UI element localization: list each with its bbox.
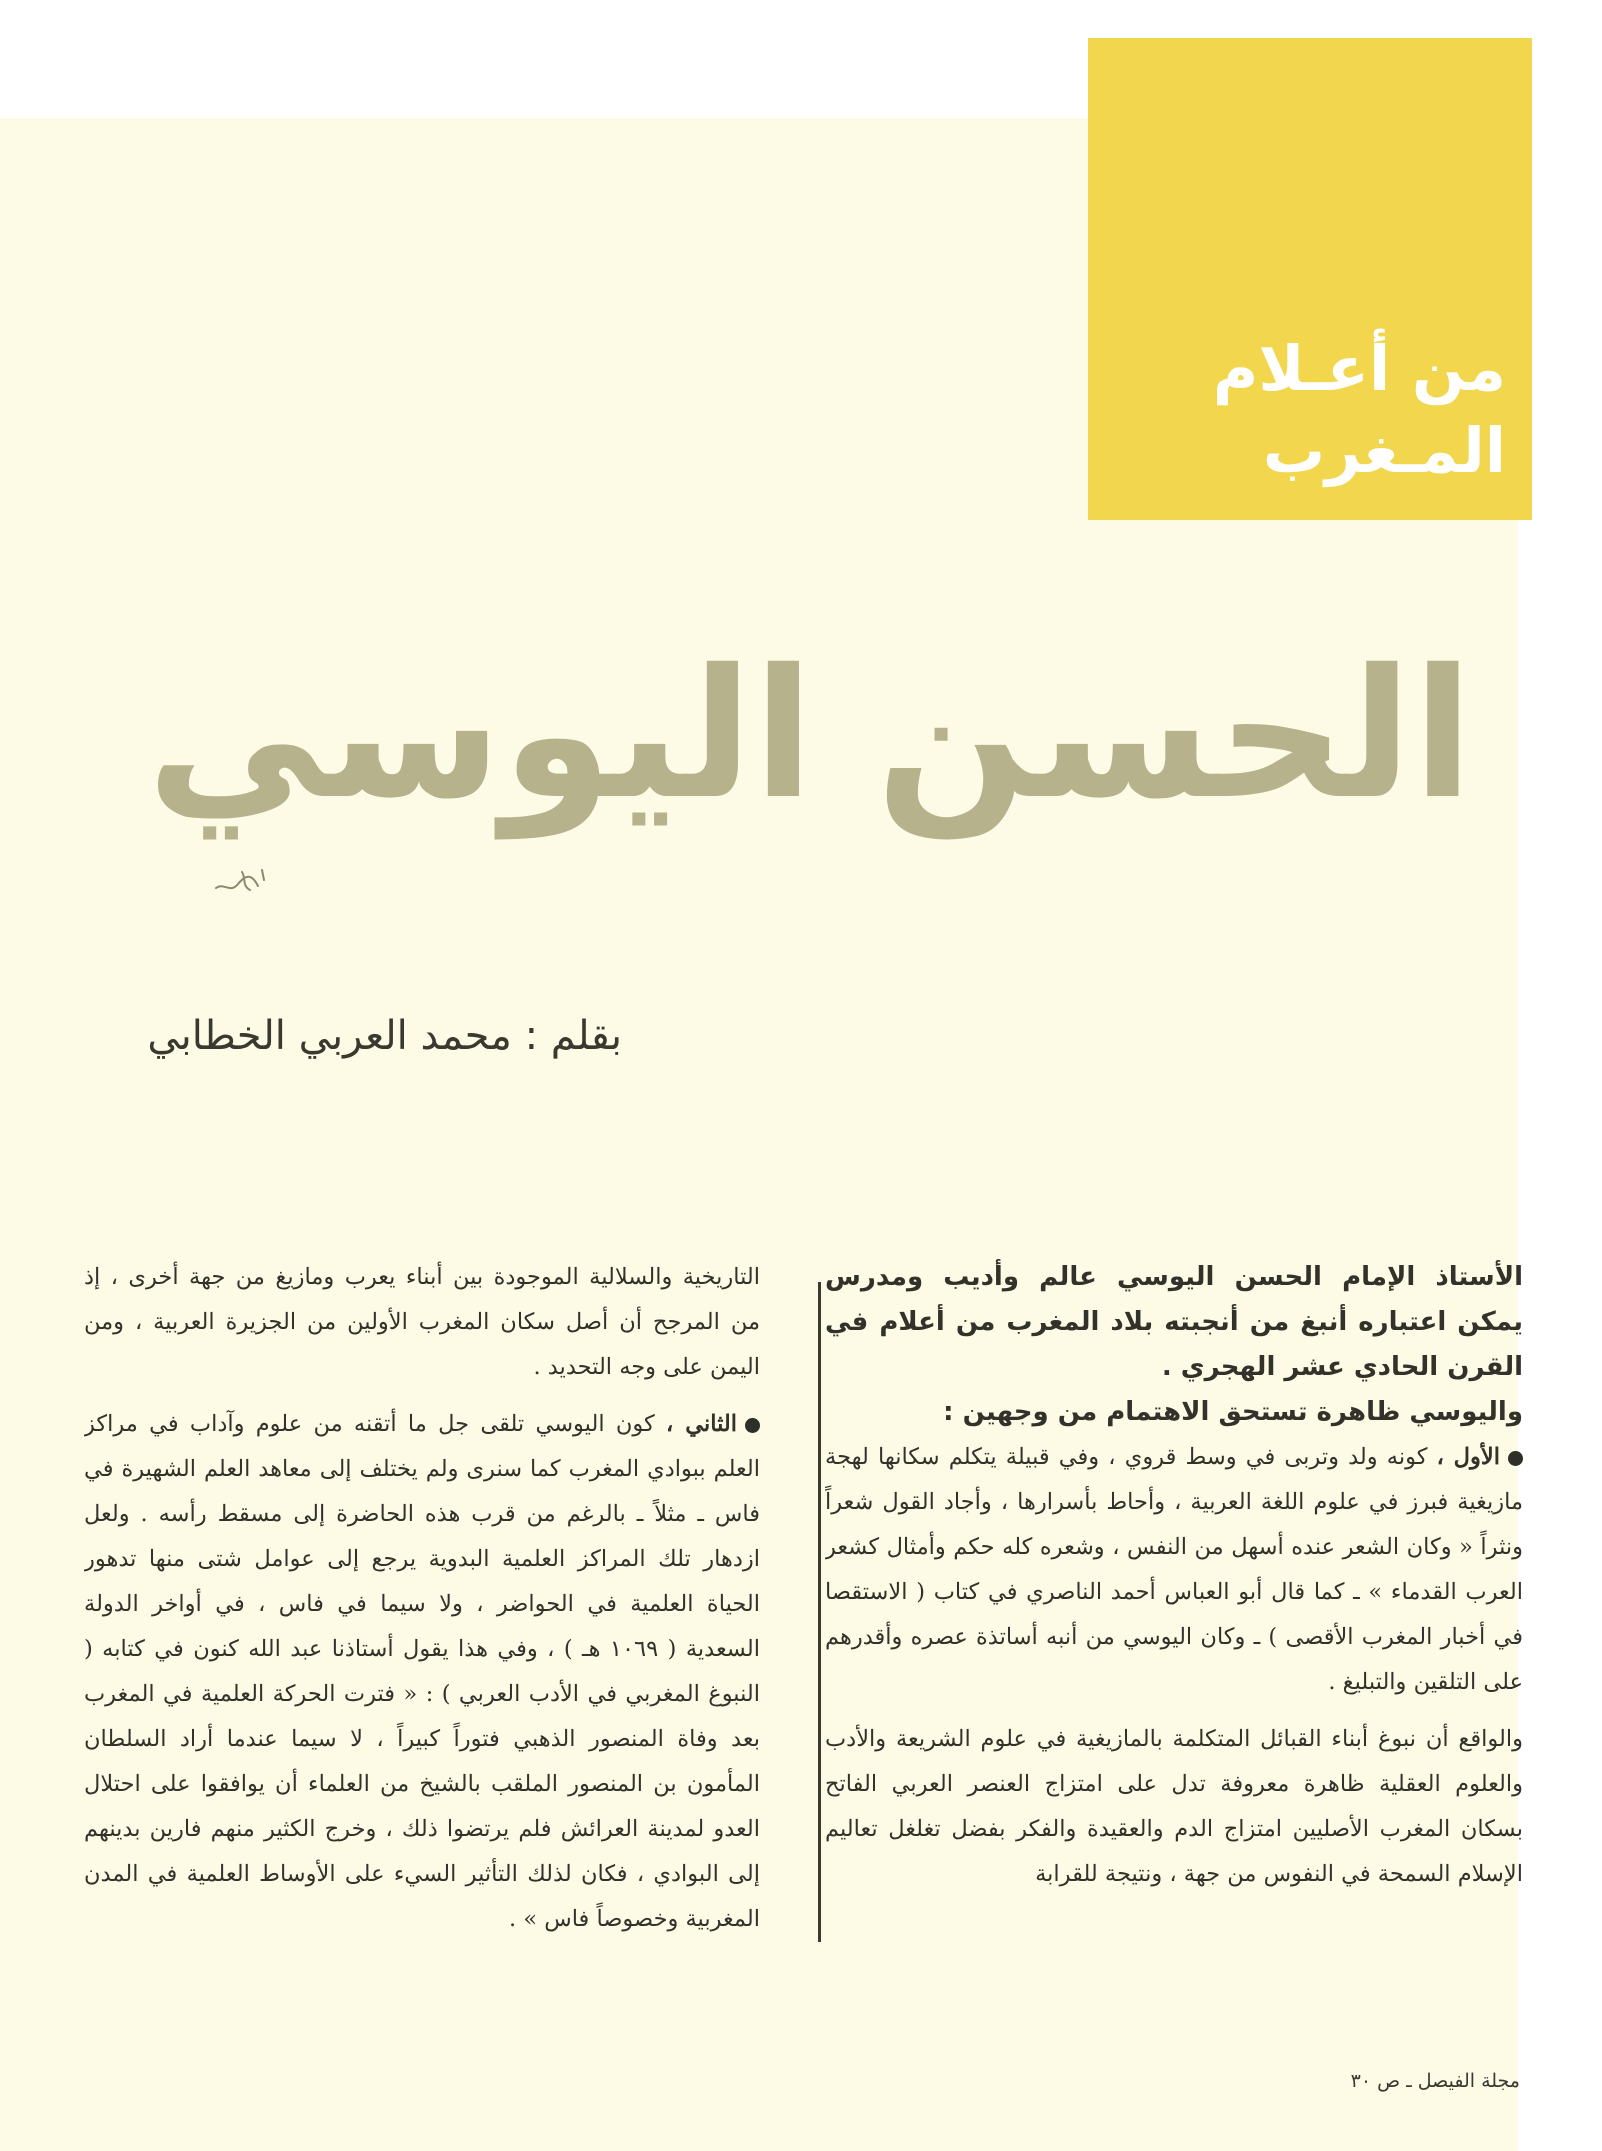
intro-paragraph: الأستاذ الإمام الحسن اليوسي عالم وأديب ومدرس يمكن اعتباره أنبغ من أنجبته بلاد المغرب من أعلام في القرن الحادي عشر الهجري . (825, 1262, 1523, 1382)
first-point-paragraph (825, 1435, 1523, 1705)
first-point-text: كونه ولد وتربى في وسط قروي ، وفي قبيلة يتكلم سكانها لهجة مازيغية فبرز في علوم اللغة العربية ، وأحاط بأسرارها ، وأجاد القول شعراً ونثراً « وكان الشعر عنده أسهل من النفس ، وشعره كله حكم وأمثال كشعر العرب القدماء » ـ كما قال أبو العباس أحمد الناصري في كتاب ( الاستقصا في أخبار المغرب الأقصى ) ـ وكان اليوسي من أنبه أساتذة عصره وأقدرهم على التلقين والتبليغ . (825, 1444, 1523, 1695)
continuation-paragraph: التاريخية والسلالية الموجودة بين أبناء يعرب ومازيغ من جهة أخرى ، إذ من المرجح أن أصل سكان المغرب الأولين من الجزيرة العربية ، ومن اليمن على وجه التحديد . (84, 1264, 760, 1380)
series-banner (1088, 38, 1532, 520)
article-column-left (84, 1255, 760, 1955)
two-aspects-heading: واليوسي ظاهرة تستحق الاهتمام من وجهين : (943, 1397, 1523, 1427)
bullet-icon (745, 1418, 760, 1433)
series-line-1: من أعـلام (1212, 332, 1506, 405)
bullet-icon (1508, 1451, 1523, 1466)
article-column-right (825, 1255, 1523, 1955)
first-point-label: الأول ، (1436, 1444, 1500, 1470)
body-paragraph: والواقع أن نبوغ أبناء القبائل المتكلمة بالمازيغية في علوم الشريعة والأدب والعلوم العقلية ظاهرة معروفة تدل على امتزاج العنصر العربي الفاتح بسكان المغرب الأصليين امتزاج الدم والعقيدة والفكر بفضل تغلغل تعاليم الإسلام السمحة في النفوس من جهة ، ونتيجة للقرابة (825, 1726, 1523, 1887)
second-point-label: الثاني ، (666, 1411, 737, 1437)
article-title: الحسن اليوسي (146, 631, 1474, 838)
column-divider (818, 1282, 821, 1942)
second-point-paragraph (84, 1402, 760, 1942)
series-line-2: المـغرب (1262, 414, 1506, 487)
page-footer: مجلة الفيصل ـ ص ٣٠ (1350, 2070, 1520, 2092)
series-title (1106, 328, 1506, 492)
second-point-text: كون اليوسي تلقى جل ما أتقنه من علوم وآداب في مراكز العلم ببوادي المغرب كما سنرى ولم يختلف إلى معاهد العلم الشهيرة في فاس ـ مثلاً ـ بالرغم من قرب هذه الحاضرة إلى مسقط رأسه . ولعل ازدهار تلك المراكز العلمية البدوية يرجع إلى عوامل شتى منها تدهور الحياة العلمية في الحواضر ، ولا سيما في فاس ، في أواخر الدولة السعدية ( ١٠٦٩ هـ ) ، وفي هذا يقول أستاذنا عبد الله كنون في كتابه ( النبوغ المغربي في الأدب العربي ) : « فترت الحركة العلمية في المغرب بعد وفاة المنصور الذهبي فتوراً كبيراً ، لا سيما عندما أراد السلطان المأمون بن المنصور الملقب بالشيخ من العلماء أن يوافقوا على احتلال العدو لمدينة العرائش فلم يرتضوا ذلك ، وخرج الكثير منهم فارين بدينهم إلى البوادي ، فكان لذلك التأثير السيء على الأوساط العلمية في المدن المغربية وخصوصاً فاس » . (84, 1411, 760, 1932)
author-byline: بقلم : محمد العربي الخطابي (147, 1013, 622, 1059)
calligrapher-signature-icon (212, 864, 272, 898)
